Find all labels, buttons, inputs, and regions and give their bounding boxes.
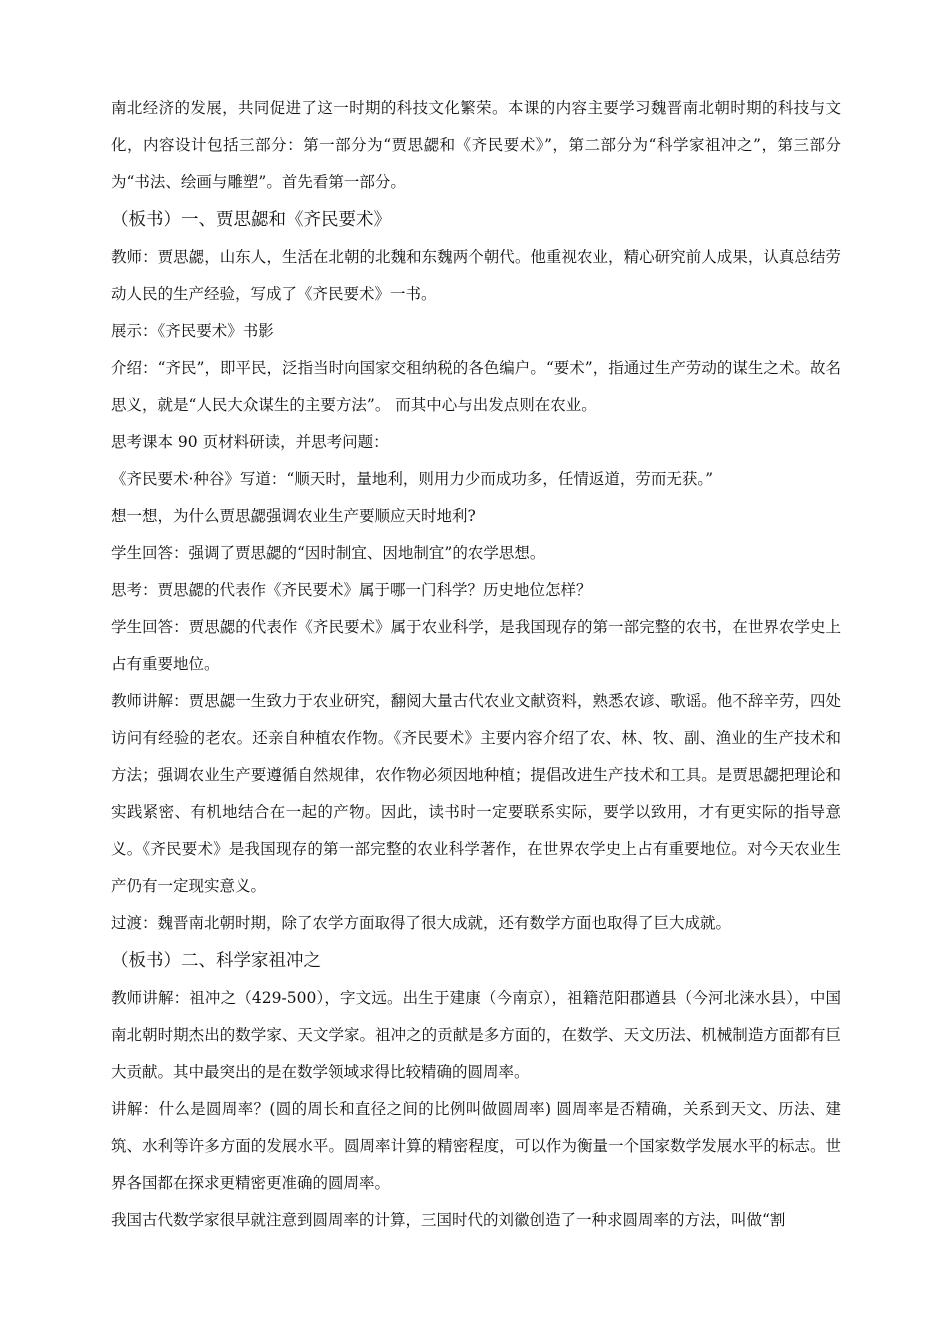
paragraph-student-answer-1: 学生回答：强调了贾思勰的“因时制宜、因地制宜”的农学思想。 [111,544,546,562]
paragraph-quote: 《齐民要术·种谷》写道：“顺天时，量地利，则用力少而成功多，任情返道，劳而无获。” [111,470,714,488]
paragraph-introduction: 介绍：“齐民”，即平民，泛指当时向国家交租纳税的各色编户。“要术”，指通过生产劳动的谋生之术。故名思义，就是“人民大众谋生的主要方法”。 而其中心与出发点则在农业。 [111,359,841,414]
paragraph-think-question: 思考：贾思勰的代表作《齐民要术》属于哪一门科学？历史地位怎样？ [111,581,592,599]
paragraph-teacher-intro: 教师：贾思勰，山东人，生活在北朝的北魏和东魏两个朝代。他重视农业，精心研究前人成果，认真总结劳动人民的生产经验，写成了《齐民要术》一书。 [111,248,841,303]
paragraph-intro: 南北经济的发展，共同促进了这一时期的科技文化繁荣。本课的内容主要学习魏晋南北朝时期的科技与文化，内容设计包括三部分：第一部分为“贾思勰和《齐民要术》”，第二部分为“科学家祖冲之”，第三部分为“书法、绘画与雕塑”。首先看第一部分。 [111,99,841,191]
section-heading-jia-sixie: （板书）一、贾思勰和《齐民要术》 [111,210,391,230]
paragraph-zu-chongzhi-bio: 教师讲解：祖冲之（429-500），字文远。出生于建康（今南京），祖籍范阳郡遒县（今河北涞水县），中国南北朝时期杰出的数学家、天文学家。祖冲之的贡献是多方面的，在数学、天文历法、机械制造方面都有巨大贡献。其中最突出的是在数学领域求得比较精确的圆周率。 [111,989,841,1081]
paragraph-liu-hui: 我国古代数学家很早就注意到圆周率的计算，三国时代的刘徽创造了一种求圆周率的方法，叫做“割 [111,1211,786,1229]
paragraph-display: 展示：《齐民要术》书影 [111,322,274,340]
document-body [111,90,841,1239]
paragraph-think-textbook: 思考课本 90 页材料研读，并思考问题： [111,433,389,451]
section-heading-zu-chongzhi: （板书）二、科学家祖冲之 [111,951,321,971]
paragraph-question: 想一想，为什么贾思勰强调农业生产要顺应天时地利? [111,507,476,525]
paragraph-teacher-explanation: 教师讲解：贾思勰一生致力于农业研究，翻阅大量古代农业文献资料，熟悉农谚、歌谣。他不辞辛劳，四处访问有经验的老农。还亲自种植农作物。《齐民要术》主要内容介绍了农、林、牧、副、渔业的生产技术和方法；强调农业生产要遵循自然规律，农作物必须因地种植；提倡改进生产技术和工具。是贾思勰把理论和实践紧密、有机地结合在一起的产物。因此，读书时一定要联系实际，要学以致用，才有更实际的指导意义。《齐民要术》是我国现存的第一部完整的农业科学著作，在世界农学史上占有重要地位。对今天农业生产仍有一定现实意义。 [111,692,841,895]
paragraph-student-answer-2: 学生回答：贾思勰的代表作《齐民要术》属于农业科学，是我国现存的第一部完整的农书，在世界农学史上占有重要地位。 [111,618,841,673]
paragraph-pi-explanation: 讲解：什么是圆周率？(圆的周长和直径之间的比例叫做圆周率) 圆周率是否精确，关系到天文、历法、建筑、水利等许多方面的发展水平。圆周率计算的精密程度，可以作为衡量一个国家数学发展水平的标志。世界各国都在探求更精密更准确的圆周率。 [111,1100,841,1192]
paragraph-transition: 过渡：魏晋南北朝时期，除了农学方面取得了很大成就，还有数学方面也取得了巨大成就。 [111,914,732,932]
